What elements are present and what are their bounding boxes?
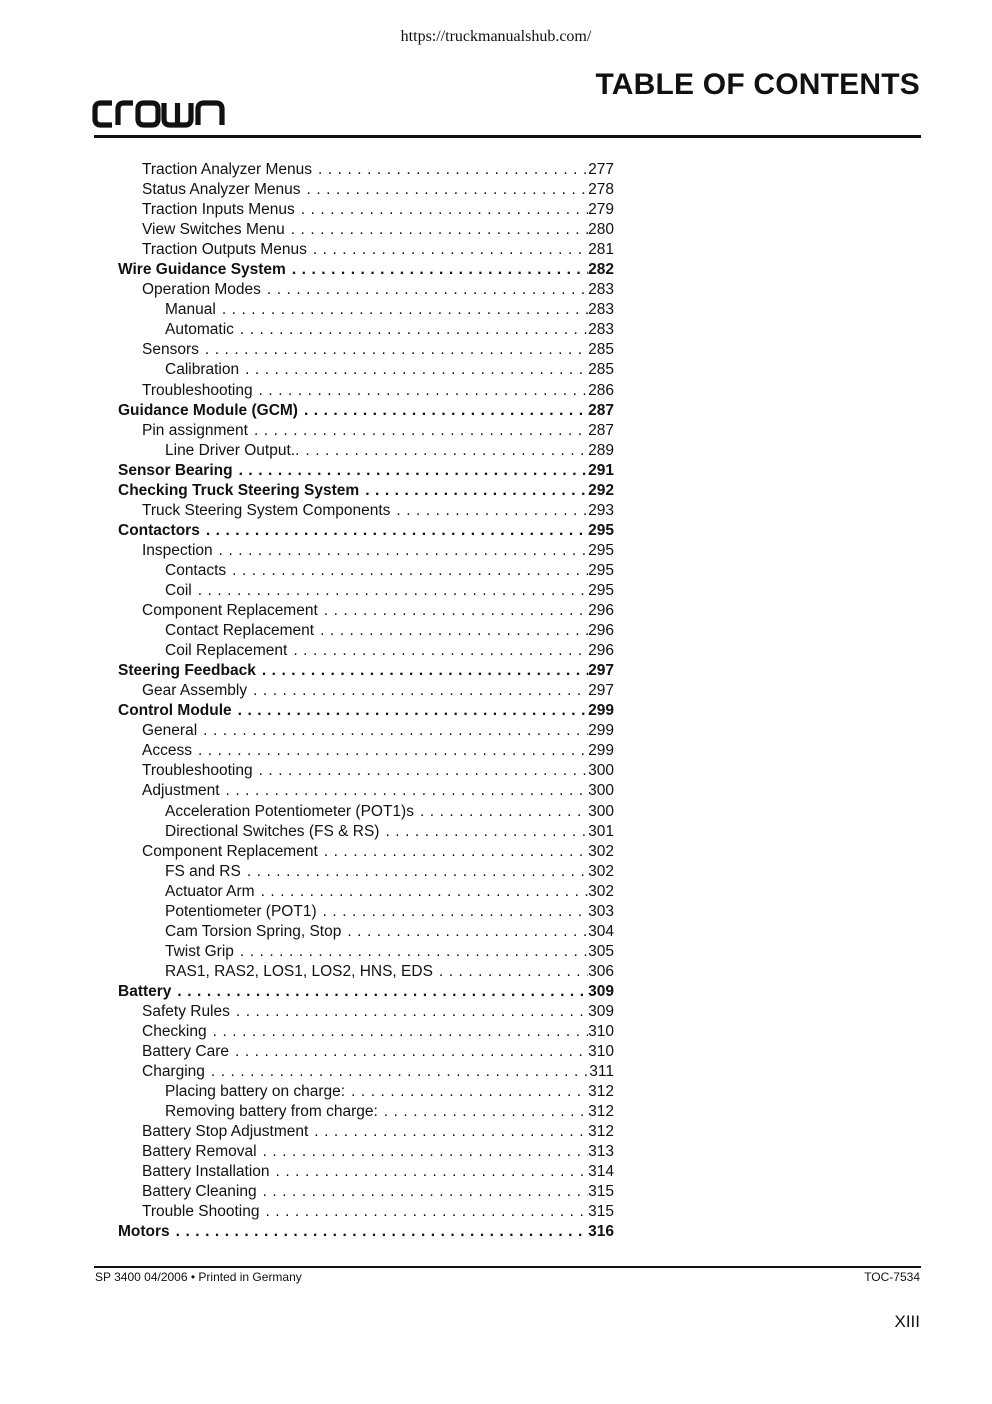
toc-entry-page: 283: [588, 301, 614, 319]
toc-dot-leader: [234, 320, 588, 340]
toc-entry-page: 295: [588, 541, 614, 559]
toc-entry-page: 296: [588, 622, 614, 640]
footer-document-code: TOC-7534: [864, 1270, 920, 1284]
toc-entry-label: Component Replacement: [142, 842, 318, 860]
toc-dot-leader: [248, 421, 588, 441]
toc-entry-page: 302: [588, 862, 614, 880]
toc-entry-label: Battery Installation: [142, 1163, 270, 1181]
toc-entry-label: Battery Stop Adjustment: [142, 1123, 309, 1141]
toc-entry-page: 277: [588, 161, 614, 178]
toc-dot-leader: [298, 401, 588, 421]
toc-entry: [118, 441, 614, 461]
toc-entry-page: 278: [588, 181, 614, 199]
toc-entry: [118, 200, 614, 220]
toc-entry: [118, 661, 614, 681]
toc-entry: [118, 922, 614, 942]
toc-dot-leader: [253, 381, 589, 401]
toc-entry: [118, 721, 614, 741]
toc-entry-page: 302: [588, 882, 614, 900]
page-number: XIII: [894, 1312, 920, 1331]
toc-entry-label: Steering Feedback: [118, 662, 256, 680]
toc-entry: [118, 360, 614, 380]
toc-entry: [118, 1122, 614, 1142]
toc-entry: [118, 1222, 614, 1242]
toc-entry-label: Line Driver Output..: [165, 441, 300, 459]
toc-dot-leader: [345, 1082, 588, 1102]
toc-entry-page: 283: [588, 281, 614, 299]
toc-entry: [118, 481, 614, 501]
toc-entry: [118, 320, 614, 340]
toc-entry-page: 300: [588, 782, 614, 800]
toc-dot-leader: [379, 822, 588, 842]
toc-entry-label: Placing battery on charge:: [165, 1083, 346, 1101]
toc-entry-page: 301: [588, 822, 614, 840]
toc-dot-leader: [207, 1022, 589, 1042]
toc-entry-page: 315: [588, 1183, 614, 1201]
toc-entry: [118, 781, 614, 801]
toc-entry-page: 286: [588, 381, 614, 399]
toc-dot-leader: [257, 1182, 589, 1202]
toc-dot-leader: [213, 541, 588, 561]
toc-entry-label: Contactors: [118, 521, 200, 539]
toc-dot-leader: [199, 340, 588, 360]
toc-entry: [118, 561, 614, 581]
crown-logo: [92, 98, 230, 130]
toc-dot-leader: [171, 982, 588, 1002]
toc-entry-page: 292: [588, 481, 614, 499]
toc-entry-page: 295: [588, 581, 614, 599]
toc-entry: [118, 541, 614, 561]
footer-divider: [94, 1266, 921, 1268]
toc-dot-leader: [414, 802, 588, 822]
toc-dot-leader: [216, 300, 588, 320]
toc-entry-page: 312: [588, 1103, 614, 1121]
toc-dot-leader: [234, 942, 588, 962]
toc-dot-leader: [378, 1102, 588, 1122]
toc-entry-page: 316: [588, 1223, 614, 1241]
toc-entry: [118, 862, 614, 882]
toc-entry-label: Manual: [165, 301, 216, 319]
toc-entry-page: 299: [588, 742, 614, 760]
toc-entry-label: Coil Replacement: [165, 642, 288, 660]
toc-entry: [118, 701, 614, 721]
toc-entry: [118, 1162, 614, 1182]
toc-entry: [118, 501, 614, 521]
toc-entry: [118, 1082, 614, 1102]
toc-entry: [118, 521, 614, 541]
toc-entry-label: RAS1, RAS2, LOS1, LOS2, HNS, EDS: [165, 962, 433, 980]
toc-entry-label: Traction Inputs Menus: [142, 201, 295, 219]
toc-entry-page: 285: [588, 341, 614, 359]
toc-dot-leader: [255, 882, 589, 902]
toc-entry-label: Truck Steering System Components: [142, 501, 391, 519]
toc-entry: [118, 1142, 614, 1162]
toc-entry-page: 300: [588, 802, 614, 820]
toc-entry: [118, 1202, 614, 1222]
toc-entry-page: 309: [588, 1002, 614, 1020]
toc-entry-label: Traction Analyzer Menus: [142, 161, 313, 178]
toc-entry-label: FS and RS: [165, 862, 241, 880]
toc-entry: [118, 240, 614, 260]
toc-entry-label: General: [142, 722, 198, 740]
toc-dot-leader: [270, 1162, 589, 1182]
toc-dot-leader: [192, 741, 588, 761]
toc-entry: [118, 982, 614, 1002]
toc-dot-leader: [287, 641, 588, 661]
toc-entry-page: 315: [588, 1203, 614, 1221]
toc-dot-leader: [312, 160, 588, 180]
toc-entry-label: Acceleration Potentiometer (POT1)s: [165, 802, 414, 820]
toc-entry: [118, 421, 614, 441]
toc-entry-label: Guidance Module (GCM): [118, 401, 298, 419]
toc-entry: [118, 1002, 614, 1022]
toc-dot-leader: [286, 260, 588, 280]
toc-entry: [118, 621, 614, 641]
toc-dot-leader: [230, 1002, 588, 1022]
toc-entry-page: 296: [588, 602, 614, 620]
toc-dot-leader: [261, 280, 588, 300]
toc-entry: [118, 842, 614, 862]
toc-dot-leader: [192, 581, 588, 601]
toc-entry-page: 291: [588, 461, 614, 479]
toc-entry-label: Pin assignment: [142, 421, 248, 439]
toc-entry-page: 283: [588, 321, 614, 339]
toc-dot-leader: [307, 240, 588, 260]
toc-entry-label: Directional Switches (FS & RS): [165, 822, 380, 840]
page-title: TABLE OF CONTENTS: [595, 68, 920, 101]
toc-entry-page: 287: [588, 421, 614, 439]
toc-dot-leader: [226, 561, 588, 581]
toc-entry-page: 313: [588, 1143, 614, 1161]
toc-dot-leader: [295, 200, 588, 220]
toc-entry-label: Actuator Arm: [165, 882, 255, 900]
toc-dot-leader: [341, 922, 588, 942]
toc-entry-label: Component Replacement: [142, 602, 318, 620]
toc-entry-label: Calibration: [165, 361, 240, 379]
toc-entry-label: Access: [142, 742, 192, 760]
toc-entry-label: Battery Cleaning: [142, 1183, 257, 1201]
toc-entry: [118, 601, 614, 621]
toc-entry: [118, 962, 614, 982]
toc-entry-page: 281: [588, 241, 614, 259]
toc-entry-label: Status Analyzer Menus: [142, 181, 301, 199]
toc-entry: [118, 340, 614, 360]
toc-entry-label: Battery: [118, 982, 172, 1000]
toc-entry-label: Coil: [165, 581, 192, 599]
toc-entry: [118, 260, 614, 280]
toc-entry: [118, 180, 614, 200]
toc-entry-page: 309: [588, 982, 614, 1000]
toc-entry-page: 311: [589, 1063, 614, 1081]
toc-entry-page: 310: [588, 1043, 614, 1061]
toc-dot-leader: [314, 621, 588, 641]
toc-entry: [118, 581, 614, 601]
toc-entry-label: Checking: [142, 1023, 207, 1041]
toc-entry-label: Removing battery from charge:: [165, 1103, 378, 1121]
toc-entry-page: 314: [588, 1163, 614, 1181]
toc-entry: [118, 300, 614, 320]
toc-entry: [118, 1102, 614, 1122]
toc-entry-label: Operation Modes: [142, 281, 261, 299]
toc-entry: [118, 160, 614, 180]
toc-entry: [118, 1042, 614, 1062]
toc-dot-leader: [233, 461, 589, 481]
toc-dot-leader: [318, 842, 588, 862]
toc-dot-leader: [259, 1202, 588, 1222]
toc-entry-page: 279: [588, 201, 614, 219]
toc-entry-page: 297: [588, 662, 614, 680]
toc-entry-label: Safety Rules: [142, 1002, 230, 1020]
toc-entry-label: Wire Guidance System: [118, 261, 286, 279]
toc-entry: [118, 882, 614, 902]
toc-entry-label: Cam Torsion Spring, Stop: [165, 922, 342, 940]
toc-dot-leader: [301, 180, 589, 200]
toc-entry-label: Battery Care: [142, 1043, 230, 1061]
toc-entry: [118, 942, 614, 962]
toc-entry-label: Motors: [118, 1223, 170, 1241]
toc-dot-leader: [232, 701, 588, 721]
toc-entry-page: 304: [588, 922, 614, 940]
toc-dot-leader: [308, 1122, 588, 1142]
toc-entry-page: 295: [588, 561, 614, 579]
toc-entry-page: 285: [588, 361, 614, 379]
toc-dot-leader: [359, 481, 588, 501]
toc-entry: [118, 220, 614, 240]
toc-entry-page: 302: [588, 842, 614, 860]
toc-entry-label: Sensor Bearing: [118, 461, 233, 479]
toc-entry-label: Troubleshooting: [142, 381, 253, 399]
toc-entry-label: View Switches Menu: [142, 221, 285, 239]
toc-entry-page: 287: [588, 401, 614, 419]
toc-entry-label: Adjustment: [142, 782, 220, 800]
toc-dot-leader: [239, 360, 588, 380]
toc-dot-leader: [317, 902, 589, 922]
toc-entry-page: 310: [588, 1023, 614, 1041]
toc-entry-page: 297: [588, 682, 614, 700]
toc-entry: [118, 1022, 614, 1042]
toc-entry-page: 305: [588, 942, 614, 960]
toc-entry-label: Inspection: [142, 541, 213, 559]
toc-entry: [118, 1182, 614, 1202]
toc-entry: [118, 681, 614, 701]
toc-entry-page: 293: [588, 501, 614, 519]
toc-entry-page: 300: [588, 762, 614, 780]
toc-entry-label: Battery Removal: [142, 1143, 257, 1161]
toc-entry-label: Troubleshooting: [142, 762, 253, 780]
toc-entry: [118, 401, 614, 421]
toc-entry-label: Traction Outputs Menus: [142, 241, 307, 259]
toc-entry-label: Checking Truck Steering System: [118, 481, 360, 499]
toc-entry: [118, 822, 614, 842]
table-of-contents: [118, 160, 614, 1243]
footer-publication-info: SP 3400 04/2006 • Printed in Germany: [95, 1270, 302, 1284]
toc-entry-page: 299: [588, 722, 614, 740]
toc-entry: [118, 802, 614, 822]
toc-entry-page: 312: [588, 1083, 614, 1101]
toc-entry-page: 312: [588, 1123, 614, 1141]
toc-entry: [118, 741, 614, 761]
toc-entry-page: 296: [588, 642, 614, 660]
toc-dot-leader: [257, 1142, 589, 1162]
toc-entry-page: 295: [588, 521, 614, 539]
toc-entry: [118, 381, 614, 401]
toc-entry: [118, 641, 614, 661]
toc-entry-label: Charging: [142, 1063, 205, 1081]
toc-entry-label: Trouble Shooting: [142, 1203, 260, 1221]
toc-entry-label: Contacts: [165, 561, 227, 579]
toc-entry-label: Sensors: [142, 341, 199, 359]
toc-entry-page: 280: [588, 221, 614, 239]
toc-entry: [118, 761, 614, 781]
toc-entry-page: 289: [588, 441, 614, 459]
toc-entry-page: 303: [588, 902, 614, 920]
toc-entry-label: Twist Grip: [165, 942, 234, 960]
toc-entry: [118, 280, 614, 300]
toc-entry-page: 299: [588, 702, 614, 720]
toc-dot-leader: [299, 441, 588, 461]
toc-dot-leader: [247, 681, 588, 701]
header-divider: [94, 135, 921, 138]
source-url: https://truckmanualshub.com/: [400, 28, 592, 45]
toc-dot-leader: [205, 1062, 589, 1082]
toc-entry: [118, 1062, 614, 1082]
toc-entry-label: Contact Replacement: [165, 622, 315, 640]
toc-entry-page: 306: [588, 962, 614, 980]
toc-entry-page: 282: [588, 261, 614, 279]
toc-entry: [118, 902, 614, 922]
toc-entry-label: Automatic: [165, 321, 234, 339]
toc-entry: [118, 461, 614, 481]
toc-dot-leader: [170, 1222, 588, 1242]
toc-entry-label: Potentiometer (POT1): [165, 902, 317, 920]
toc-dot-leader: [285, 220, 588, 240]
toc-dot-leader: [197, 721, 588, 741]
toc-dot-leader: [318, 601, 588, 621]
toc-dot-leader: [253, 761, 589, 781]
toc-dot-leader: [433, 962, 588, 982]
toc-dot-leader: [390, 501, 588, 521]
toc-dot-leader: [241, 862, 588, 882]
toc-entry-label: Control Module: [118, 702, 232, 720]
toc-entry-label: Gear Assembly: [142, 682, 248, 700]
toc-dot-leader: [229, 1042, 588, 1062]
toc-dot-leader: [200, 521, 588, 541]
toc-dot-leader: [220, 781, 589, 801]
toc-dot-leader: [256, 661, 588, 681]
